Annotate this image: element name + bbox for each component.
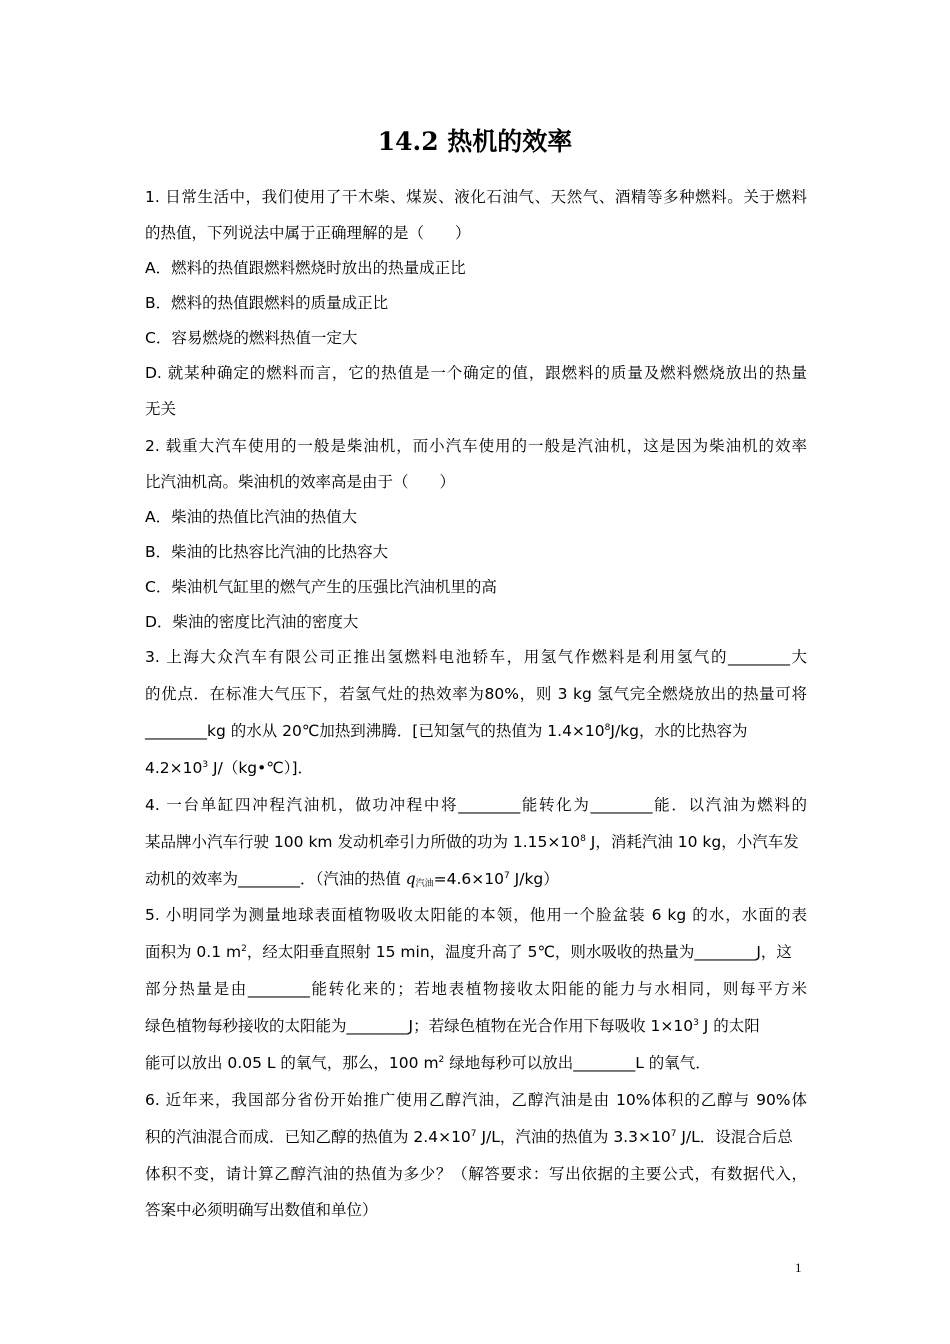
q3-line-4-text: 4.2×10 — [145, 759, 203, 777]
q6-line-2-tail: J/L．设混合后总 — [676, 1128, 793, 1146]
q1-stem-line-2: 的热值，下列说法中属于正确理解的是（ ） — [145, 224, 471, 242]
q5-line-1: 5. 小明同学为测量地球表面植物吸收太阳能的本领，他用一个脸盆装 6 kg 的水，水面的表 — [145, 906, 807, 924]
q5-line-3: 部分热量是由________能转化来的；若地表植物接收太阳能的能力与水相同，则每平方米 — [145, 980, 807, 998]
q6-line-3: 体积不变，请计算乙醇汽油的热值为多少？（解答要求：写出依据的主要公式，有数据代入， — [145, 1165, 807, 1183]
q5-area-exponent: 2 — [241, 944, 247, 954]
q4-line-3-tail: J/kg） — [509, 870, 559, 888]
q5-line-2-tail: ，经太阳垂直照射 15 min，温度升高了 5℃，则水吸收的热量为________J，这 — [246, 943, 792, 961]
q5-line-4-text: 绿色植物每秒接收的太阳能为________J；若绿色植物在光合作用下每吸收 1×10 — [145, 1017, 694, 1035]
q3-line-4 — [145, 757, 313, 779]
q2-option-a: A．柴油的热值比汽油的热值大 — [145, 508, 358, 526]
q4-symbol-subscript: 汽油 — [415, 879, 434, 889]
q1-option-d-line-1: D. 就某种确定的燃料而言，它的热值是一个确定的值，跟燃料的质量及燃料燃烧放出的热量 — [145, 364, 807, 382]
q3-line-3-tail: J/kg，水的比热容为 — [610, 722, 748, 740]
q2-option-d: D．柴油的密度比汽油的密度大 — [145, 613, 359, 631]
q1-stem-line-1: 1. 日常生活中，我们使用了干木柴、煤炭、液化石油气、天然气、酒精等多种燃料。关于燃料 — [145, 188, 807, 206]
q5-line-5-exponent: 2 — [438, 1055, 445, 1065]
q4-line-3 — [145, 868, 559, 895]
q6-line-2-text: 积的汽油混合而成．已知乙醇的热值为 2.4×10 — [145, 1128, 471, 1146]
q3-exponent: 8 — [604, 723, 611, 733]
q3-line-4-tail: J/（kg•℃）]． — [208, 759, 313, 777]
q6-ethanol-exponent: 7 — [470, 1129, 477, 1139]
q6-line-1: 6. 近年来，我国部分省份开始推广使用乙醇汽油，乙醇汽油是由 10%体积的乙醇与 90%体 — [145, 1091, 807, 1109]
q5-line-2-text: 面积为 0.1 m — [145, 943, 242, 961]
q6-line-2 — [145, 1126, 793, 1148]
q2-option-c: C．柴油机气缸里的燃气产生的压强比汽油机里的高 — [145, 578, 497, 596]
q5-line-5-text: 能可以放出 0.05 L 的氧气，那么，100 m — [145, 1054, 439, 1072]
q3-line-3-text: ________kg 的水从 20℃加热到沸腾．[已知氢气的热值为 1.4×10 — [145, 722, 605, 740]
q5-line-4-tail: J 的太阳 — [698, 1017, 760, 1035]
q4-line-3-text: 动机的效率为________．（汽油的热值 — [145, 870, 406, 888]
page-number: 1 — [795, 1260, 802, 1275]
q5-line-5-tail: 绿地每秒可以放出________L 的氧气． — [444, 1054, 711, 1072]
q1-option-a: A．燃料的热值跟燃料燃烧时放出的热量成正比 — [145, 259, 466, 277]
q1-option-c: C．容易燃烧的燃料热值一定大 — [145, 329, 358, 347]
q1-option-d-line-2: 无关 — [145, 400, 177, 418]
q5-line-4-exponent: 3 — [693, 1018, 699, 1028]
q6-line-2-middle: J/L，汽油的热值为 3.3×10 — [476, 1128, 671, 1146]
q3-line-4-exponent: 3 — [202, 760, 209, 770]
page-title: 14.2 热机的效率 — [377, 127, 573, 156]
q2-stem-line-1: 2. 载重大汽车使用的一般是柴油机，而小汽车使用的一般是汽油机，这是因为柴油机的效率 — [145, 437, 807, 455]
q4-line-2 — [145, 831, 799, 853]
q4-line-3-exponent: 7 — [504, 871, 510, 881]
q4-symbol-q: q — [405, 870, 416, 888]
q4-line-1: 4. 一台单缸四冲程汽油机，做功冲程中将________能转化为________能．以汽油为燃料的 — [145, 796, 807, 814]
q3-line-1: 3. 上海大众汽车有限公司正推出氢燃料电池轿车，用氢气作燃料是利用氢气的________大 — [145, 648, 807, 666]
q5-line-2 — [145, 941, 792, 963]
q4-line-2-tail: J，消耗汽油 10 kg，小汽车发 — [585, 833, 799, 851]
q2-stem-line-2: 比汽油机高。柴油机的效率高是由于（ ） — [145, 473, 456, 491]
q4-exponent: 8 — [580, 834, 586, 844]
q3-line-3 — [145, 720, 747, 742]
q1-option-b: B．燃料的热值跟燃料的质量成正比 — [145, 294, 389, 312]
q5-line-4 — [145, 1015, 760, 1037]
q4-line-3-value: =4.6×10 — [433, 870, 504, 888]
q2-option-b: B．柴油的比热容比汽油的比热容大 — [145, 543, 389, 561]
q6-line-4: 答案中必须明确写出数值和单位） — [145, 1201, 378, 1219]
q5-line-5 — [145, 1052, 711, 1074]
q6-gasoline-exponent: 7 — [670, 1129, 677, 1139]
q4-line-2-text: 某品牌小汽车行驶 100 km 发动机牵引力所做的功为 1.15×10 — [145, 833, 581, 851]
q3-line-2: 的优点．在标准大气压下，若氢气灶的热效率为80%，则 3 kg 氢气完全燃烧放出的热量可将 — [145, 685, 807, 703]
